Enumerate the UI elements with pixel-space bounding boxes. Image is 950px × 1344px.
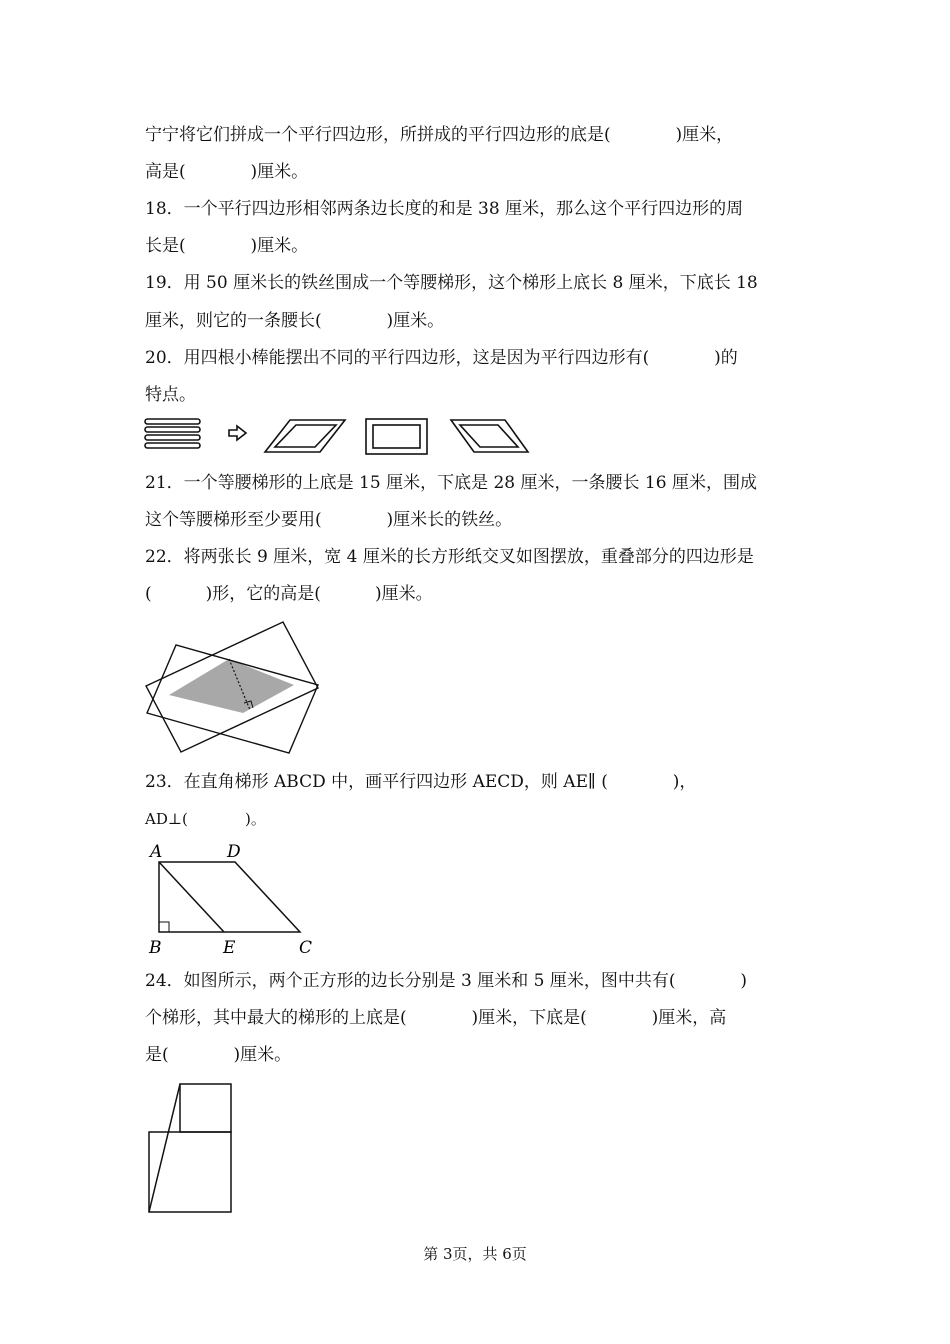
label-e: E [223, 938, 236, 958]
line-4: 长是( )厘米。 [145, 236, 309, 256]
two-squares-figure [140, 1075, 240, 1220]
arrow-icon [229, 426, 246, 440]
line-10: 这个等腰梯形至少要用( )厘米长的铁丝。 [145, 510, 513, 530]
page-footer: 第 3页，共 6页 [423, 1245, 527, 1263]
line-3: 18．一个平行四边形相邻两条边长度的和是 38 厘米，那么这个平行四边形的周 [145, 199, 744, 219]
large-square [149, 1132, 231, 1212]
line-7: 20．用四根小棒能摆出不同的平行四边形，这是因为平行四边形有( )的 [145, 348, 738, 368]
parallelogram-right [451, 420, 528, 452]
label-d: D [227, 842, 241, 862]
parallelogram-left [265, 420, 345, 452]
crossing-rectangles-figure [140, 615, 330, 760]
line-16: 个梯形，其中最大的梯形的上底是( )厘米，下底是( )厘米，高 [145, 1008, 727, 1028]
line-15: 24．如图所示，两个正方形的边长分别是 3 厘米和 5 厘米，图中共有( ) [145, 971, 747, 991]
small-square [180, 1084, 231, 1132]
label-a: A [150, 842, 163, 862]
diagonal-line [149, 1084, 180, 1212]
line-13: 23．在直角梯形 ABCD 中，画平行四边形 AECD，则 AE∥ ( )， [145, 772, 697, 792]
line-2: 高是( )厘米。 [145, 162, 309, 182]
label-b: B [149, 938, 162, 958]
line-17: 是( )厘米。 [145, 1045, 292, 1065]
line-8: 特点。 [145, 385, 196, 405]
line-6: 厘米，则它的一条腰长( )厘米。 [145, 311, 445, 331]
line-5: 19．用 50 厘米长的铁丝围成一个等腰梯形，这个梯形上底长 8 厘米，下底长 18 [145, 273, 758, 293]
line-11: 22．将两张长 9 厘米，宽 4 厘米的长方形纸交叉如图摆放，重叠部分的四边形是 [145, 547, 754, 567]
line-9: 21．一个等腰梯形的上底是 15 厘米，下底是 28 厘米，一条腰长 16 厘米，围成 [145, 473, 757, 493]
trapezoid-abcd-figure [140, 838, 330, 963]
line-12: ( )形，它的高是( )厘米。 [145, 584, 433, 604]
line-1: 宁宁将它们拼成一个平行四边形，所拼成的平行四边形的底是( )厘米， [145, 125, 734, 145]
sticks-figure [140, 412, 540, 458]
label-c: C [299, 938, 313, 958]
right-angle-mark-b [159, 922, 169, 932]
line-14: AD⊥( )。 [145, 810, 266, 828]
sticks-icon [145, 419, 200, 448]
rectangle-middle [366, 419, 427, 454]
trapezoid-outline [159, 862, 300, 932]
